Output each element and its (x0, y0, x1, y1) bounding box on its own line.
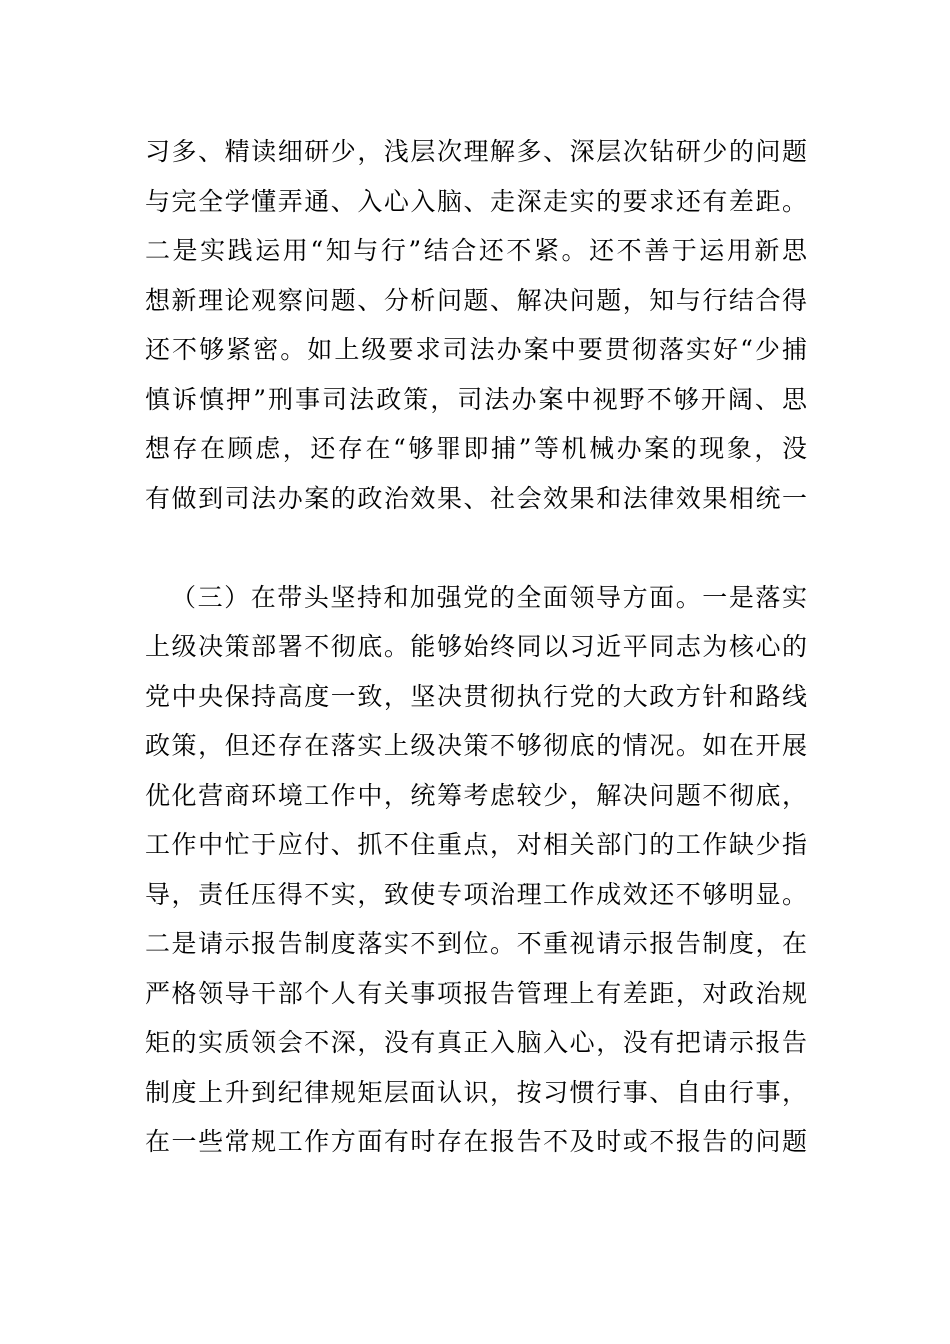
text-line: 工作中忙于应付、抓不住重点，对相关部门的工作缺少指 (145, 830, 807, 859)
document-body (145, 127, 807, 1167)
section-heading-line: （三）在带头坚持和加强党的全面领导方面。一是落实 (171, 582, 807, 612)
text-line: 上级决策部署不彻底。能够始终同以习近平同志为核心的 (145, 632, 807, 661)
text-line: 想存在顾虑，还存在“够罪即捕”等机械办案的现象，没 (145, 434, 807, 463)
paragraph-2 (145, 573, 807, 1167)
text-line: 制度上升到纪律规矩层面认识，按习惯行事、自由行事， (145, 1077, 807, 1107)
paragraph-1 (145, 127, 807, 523)
text-line: 还不够紧密。如上级要求司法办案中要贯彻落实好“少捕 (145, 335, 807, 364)
text-line: 优化营商环境工作中，统筹考虑较少，解决问题不彻底， (145, 780, 807, 810)
text-line: 习多、精读细研少，浅层次理解多、深层次钻研少的问题 (145, 137, 807, 166)
text-line: 二是实践运用“知与行”结合还不紧。还不善于运用新思 (145, 236, 807, 265)
text-line: 与完全学懂弄通、入心入脑、走深走实的要求还有差距。 (145, 186, 807, 216)
text-line: 导，责任压得不实，致使专项治理工作成效还不够明显。 (145, 879, 807, 909)
text-line: 有做到司法办案的政治效果、社会效果和法律效果相统一 (145, 483, 807, 513)
text-line: 党中央保持高度一致，坚决贯彻执行党的大政方针和路线 (145, 681, 807, 711)
text-line: 在一些常规工作方面有时存在报告不及时或不报告的问题 (145, 1127, 807, 1156)
text-line: 慎诉慎押”刑事司法政策，司法办案中视野不够开阔、思 (145, 384, 807, 414)
text-line: 严格领导干部个人有关事项报告管理上有差距，对政治规 (145, 978, 807, 1008)
text-line: 矩的实质领会不深，没有真正入脑入心，没有把请示报告 (145, 1028, 807, 1057)
text-line: 政策，但还存在落实上级决策不够彻底的情况。如在开展 (145, 731, 807, 760)
text-line: 想新理论观察问题、分析问题、解决问题，知与行结合得 (145, 285, 807, 315)
text-line: 二是请示报告制度落实不到位。不重视请示报告制度，在 (145, 929, 807, 958)
